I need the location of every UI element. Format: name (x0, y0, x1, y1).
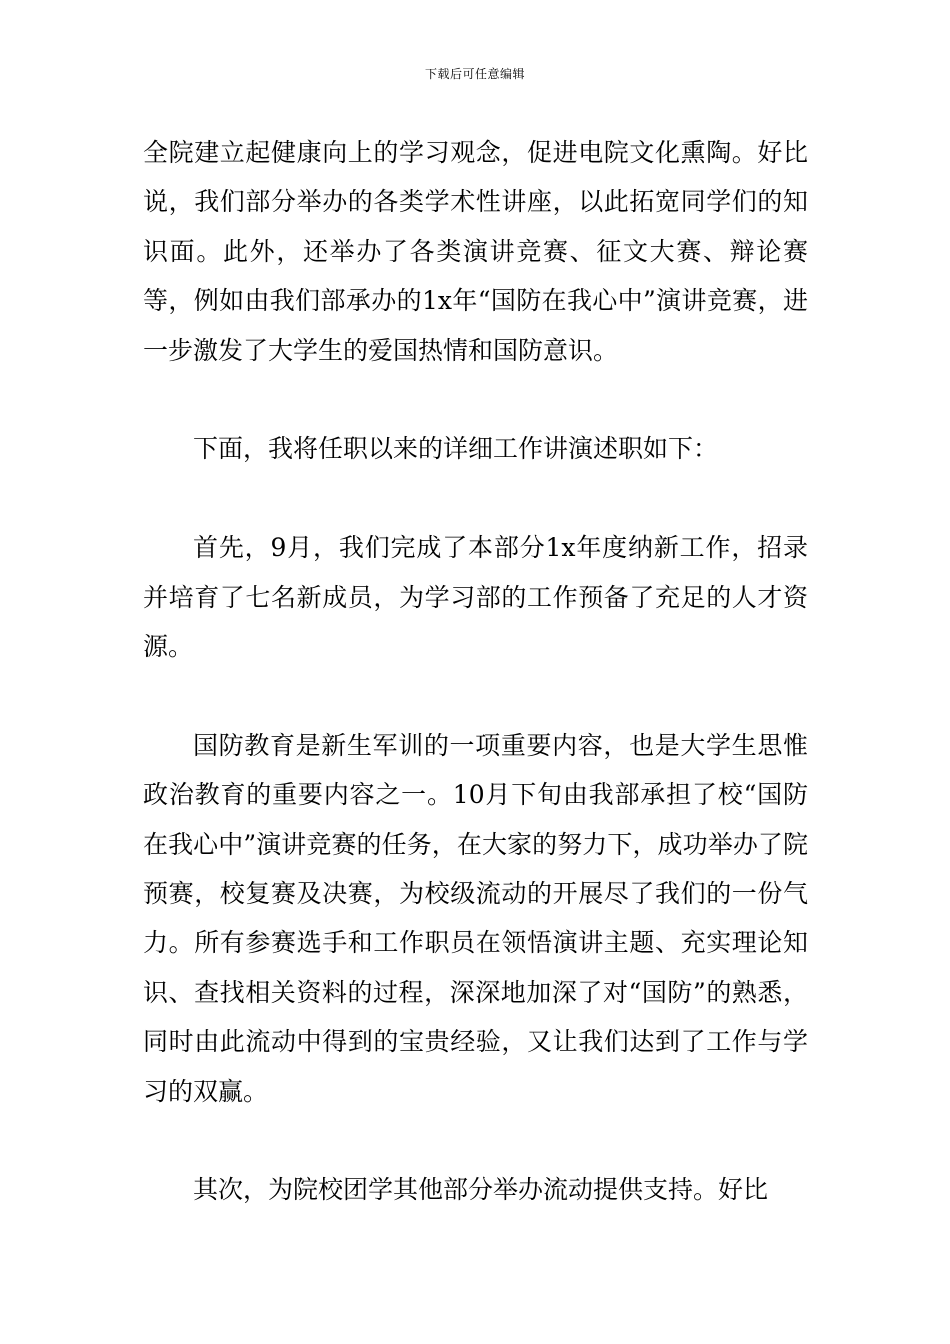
paragraph-support: 其次，为院校团学其他部分举办流动提供支持。好比 (193, 1175, 769, 1205)
paragraph-defense-education: 国防教育是新生军训的一项重要内容，也是大学生思惟政治教育的重要内容之一。10月下旬由我部承担了校“国防在我心中”演讲竞赛的任务，在大家的努力下，成功举办了院预赛，校复赛及决赛，为校级流动的开展尽了我们的一份气力。所有参赛选手和工作职员在领悟演讲主题、充实理论知识、查找相关资料的过程，深深地加深了对“国防”的熟悉，同时由此流动中得到的宝贵经验，又让我们达到了工作与学习的双赢。 (143, 730, 808, 1106)
paragraph-recruitment: 首先，9月，我们完成了本部分1x年度纳新工作，招录并培育了七名新成员，为学习部的工作预备了充足的人才资源。 (143, 533, 808, 662)
paragraph-continuation: 全院建立起健康向上的学习观念，促进电院文化熏陶。好比说，我们部分举办的各类学术性讲座，以此拓宽同学们的知识面。此外，还举办了各类演讲竞赛、征文大赛、辩论赛等，例如由我们部承办的1x年“国防在我心中”演讲竞赛，进一步激发了大学生的爱国热情和国防意识。 (143, 138, 808, 365)
paragraph-intro-report: 下面，我将任职以来的详细工作讲演述职如下： (193, 434, 719, 464)
document-body (143, 128, 808, 1264)
page-header-note: 下载后可任意编辑 (424, 67, 525, 81)
